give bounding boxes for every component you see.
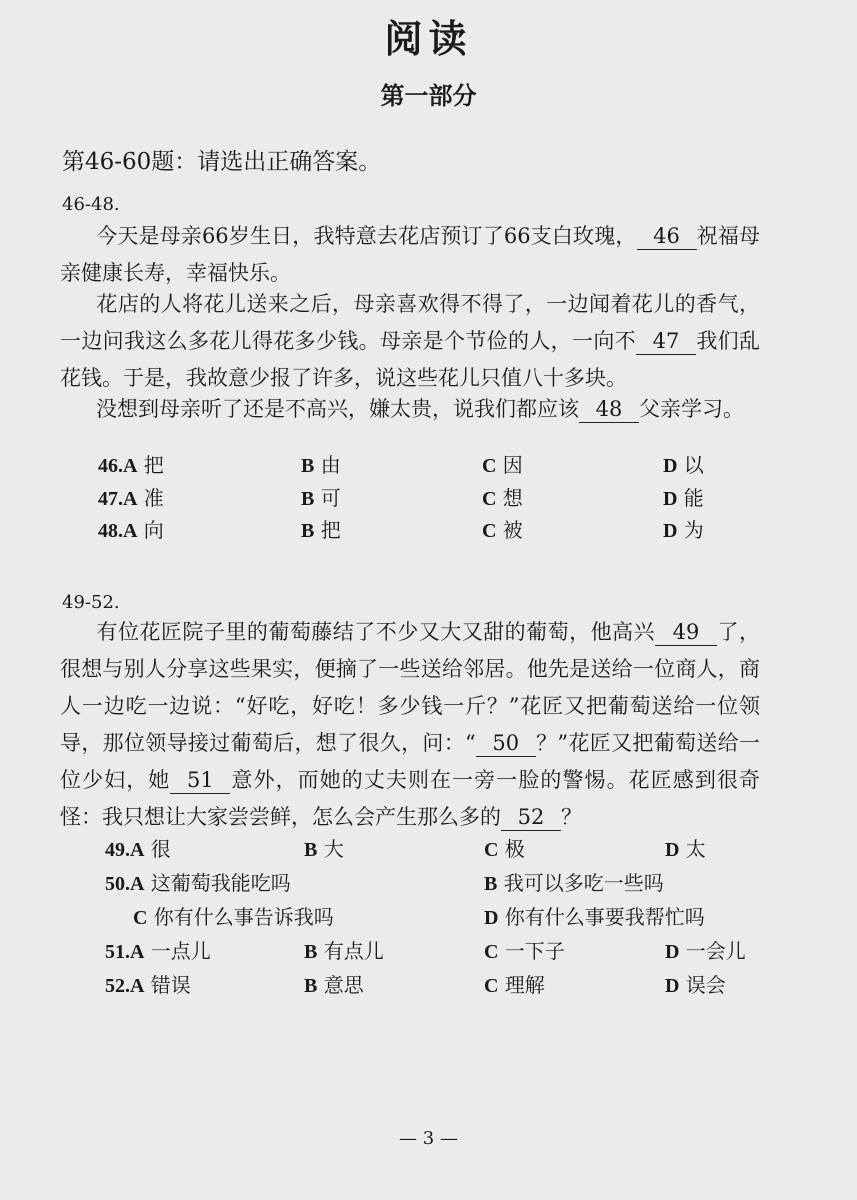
question-50-row-1: [105, 867, 765, 897]
q48-option-c[interactable]: C 被: [482, 518, 523, 542]
q48-option-b[interactable]: B 把: [301, 518, 341, 542]
q47-option-a[interactable]: 47.A 准: [98, 486, 164, 510]
q50-option-a[interactable]: 50.A 这葡萄我能吃吗: [105, 871, 291, 895]
blank-47: 47: [636, 328, 696, 355]
q48-option-d[interactable]: D 为: [663, 518, 704, 542]
passage-1-paragraph-2: 花店的人将花儿送来之后，母亲喜欢得不得了，一边闻着花儿的香气，一边问我这么多花儿得花多少钱。母亲是个节俭的人，一向不 47 我们乱花钱。于是，我故意少报了许多，说这些花儿只值八十多块。: [60, 292, 760, 390]
question-52: [105, 969, 765, 999]
q52-option-a[interactable]: 52.A 错误: [105, 973, 191, 997]
q46-option-a[interactable]: 46.A 把: [98, 453, 164, 477]
q50-option-b[interactable]: B 我可以多吃一些吗: [484, 871, 664, 895]
question-51: [105, 935, 765, 965]
q51-option-d[interactable]: D 一会儿: [665, 939, 746, 963]
question-range-49-52: 49-52.: [62, 592, 120, 613]
q46-option-b[interactable]: B 由: [301, 453, 341, 477]
q52-option-d[interactable]: D 误会: [665, 973, 726, 997]
blank-51: 51: [170, 767, 230, 794]
q49-option-d[interactable]: D 太: [665, 837, 706, 861]
q50-option-d[interactable]: D 你有什么事要我帮忙吗: [484, 905, 705, 929]
blank-49: 49: [655, 619, 717, 646]
instruction-text: 第46-60题：请选出正确答案。: [62, 149, 382, 175]
question-48: [98, 514, 758, 544]
q46-option-c[interactable]: C 因: [482, 453, 523, 477]
question-range-46-48: 46-48.: [62, 194, 120, 215]
q48-option-a[interactable]: 48.A 向: [98, 518, 164, 542]
page-number: — 3 —: [399, 1128, 458, 1149]
blank-46: 46: [637, 223, 697, 250]
q49-option-c[interactable]: C 极: [484, 837, 525, 861]
q47-option-b[interactable]: B 可: [301, 486, 341, 510]
blank-52: 52: [501, 804, 561, 831]
q47-option-d[interactable]: D 能: [663, 486, 704, 510]
q51-option-b[interactable]: B 有点儿: [304, 939, 384, 963]
question-50-row-2: [105, 901, 765, 931]
q50-option-c[interactable]: C 你有什么事告诉我吗: [133, 905, 334, 929]
q51-option-c[interactable]: C 一下子: [484, 939, 565, 963]
part-title: 第一部分: [380, 81, 477, 110]
q51-option-a[interactable]: 51.A 一点儿: [105, 939, 211, 963]
question-47: [98, 482, 758, 512]
q46-option-d[interactable]: D 以: [663, 453, 704, 477]
question-49: [105, 833, 765, 863]
q47-option-c[interactable]: C 想: [482, 486, 523, 510]
question-46: [98, 449, 758, 479]
passage-1-paragraph-1: 今天是母亲66岁生日，我特意去花店预订了66支白玫瑰， 46 祝福母亲健康长寿，幸福快乐。: [60, 224, 761, 285]
passage-2-paragraph: 有位花匠院子里的葡萄藤结了不少又大又甜的葡萄，他高兴 49 了，很想与别人分享这些果实，便摘了一些送给邻居。他先是送给一位商人，商人一边吃一边说：“好吃，好吃！多少钱一斤？”花匠又把葡萄送给一位领导，那位领导接过葡萄后，想了很久，问：“ 50 ？”花匠又把葡萄送给一位少妇，她 51 意外，而她的丈夫则在一旁一脸的警惕。花匠感到很奇怪：我只想让大家尝尝鲜，怎么会产生那么多的 52 ？: [60, 620, 761, 829]
section-title: 阅读: [384, 16, 473, 61]
q49-option-a[interactable]: 49.A 很: [105, 837, 171, 861]
q52-option-b[interactable]: B 意思: [304, 973, 364, 997]
q49-option-b[interactable]: B 大: [304, 837, 344, 861]
passage-1-paragraph-3: 没想到母亲听了还是不高兴，嫌太贵，说我们都应该 48 父亲学习。: [96, 397, 744, 421]
q52-option-c[interactable]: C 理解: [484, 973, 545, 997]
blank-48: 48: [579, 396, 639, 423]
blank-50: 50: [476, 730, 536, 757]
